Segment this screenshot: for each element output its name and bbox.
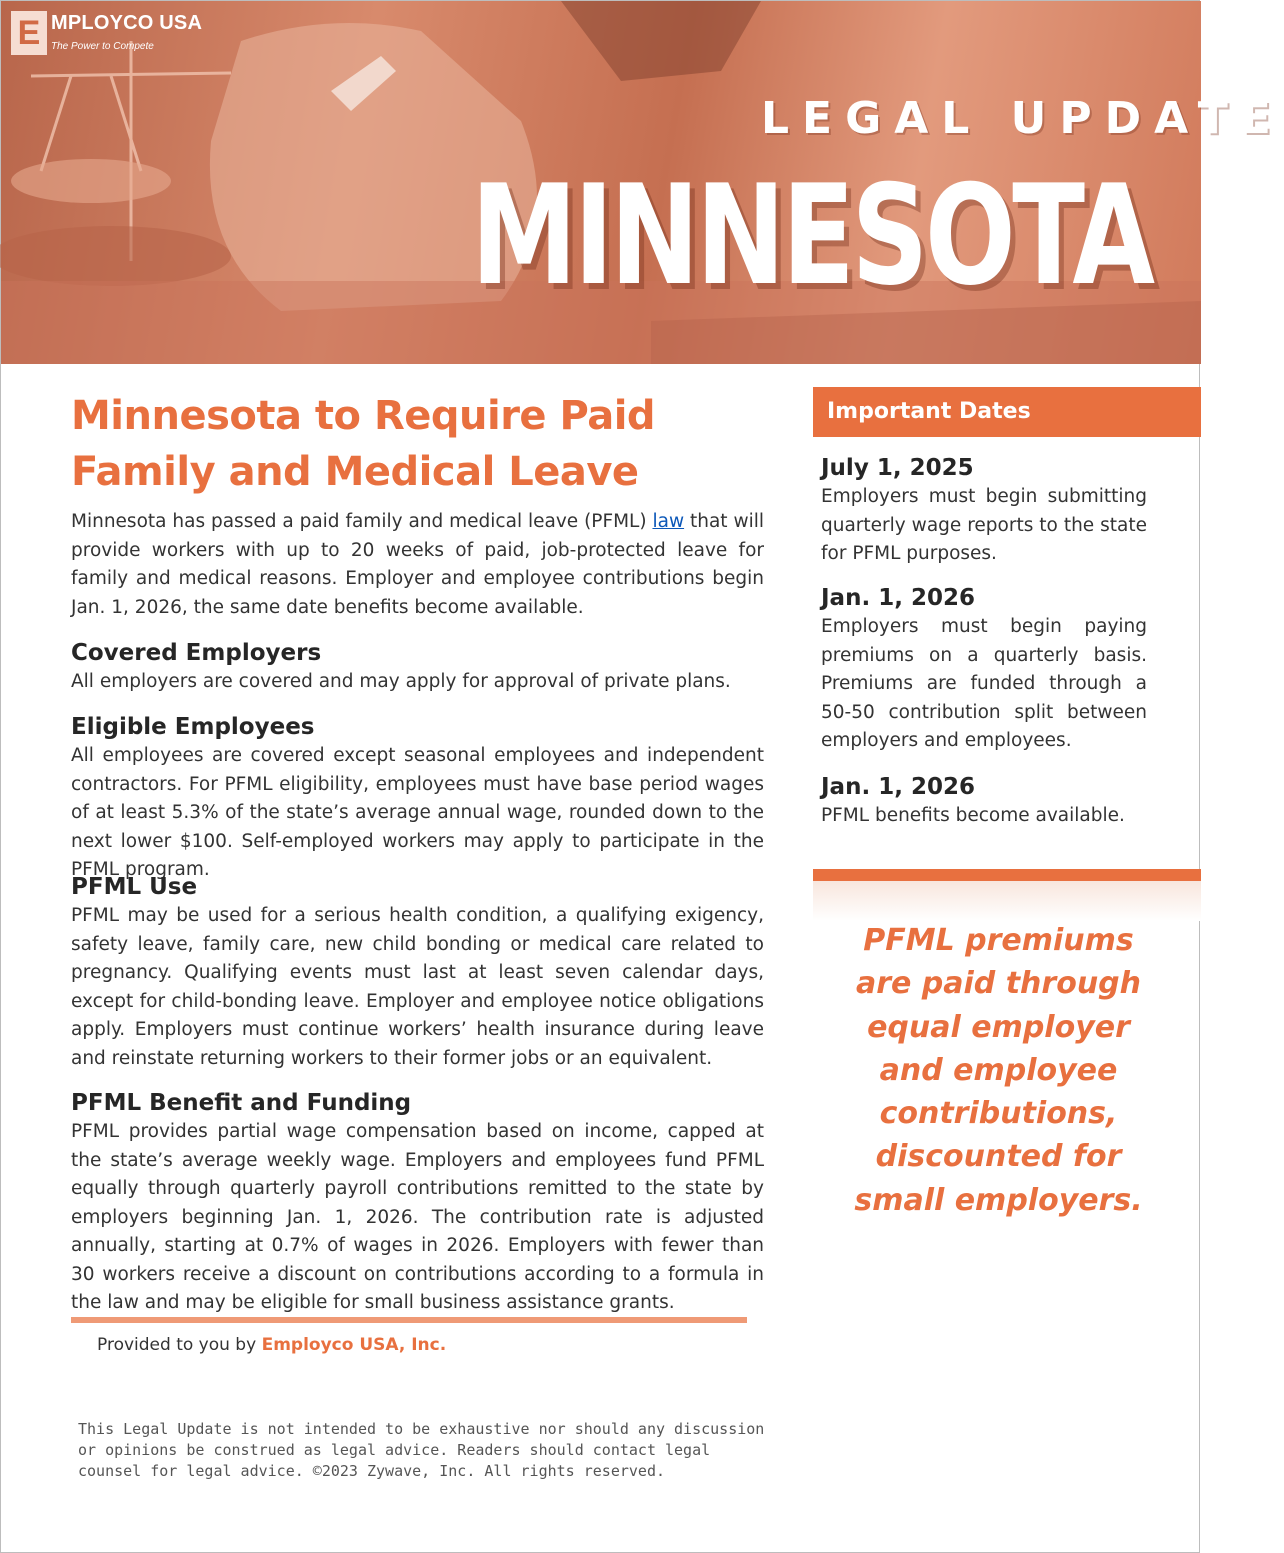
sidebar-divider <box>813 869 1201 881</box>
date-item <box>821 453 1147 569</box>
date-title: July 1, 2025 <box>821 455 974 481</box>
logo-tagline: The Power to Compete <box>51 41 154 52</box>
logo-name: MPLOYCO USA <box>51 12 203 34</box>
important-dates-header: Important Dates <box>813 387 1201 437</box>
provider-company: Employco USA, Inc. <box>261 1335 447 1355</box>
section-body: PFML provides partial wage compensation based on income, capped at the state’s average weekly wage. Employers and employees fund PFML equally through quarterly payroll contributions remitted to the state by employers beginning Jan. 1, 2026. The contribution rate is adjusted annually, starting at 0.7% of wages in 2026. Employers with fewer than 30 workers receive a discount on contributions according to a formula in the law and may be eligible for small business assistance grants. <box>71 1121 764 1313</box>
date-title: Jan. 1, 2026 <box>821 774 975 800</box>
section-body: All employees are covered except seasonal employees and independent contractors. For PFML eligibility, employees must have base period wages of at least 5.3% of the state’s average annual wage, rounded down to the next lower $100. Self-employed workers may apply to participate in the PFML program. <box>71 745 764 880</box>
section-body: PFML may be used for a serious health condition, a qualifying exigency, safety leave, family care, new child bonding or medical care related to pregnancy. Qualifying events must last at least seven calendar days, except for child-bonding leave. Employer and employee notice obligations apply. Employers must continue workers’ health insurance during leave and reinstate returning workers to their former jobs or an equivalent. <box>71 905 764 1069</box>
date-description: Employers must begin submitting quarterly wage reports to the state for PFML purposes. <box>821 486 1147 564</box>
date-description: Employers must begin paying premiums on a quarterly basis. Premiums are funded through a 50-50 contribution split between employers and employees. <box>821 616 1147 751</box>
section-body: All employers are covered and may apply for approval of private plans. <box>71 671 731 692</box>
article-intro <box>71 508 764 622</box>
logo-mark: E <box>11 11 47 55</box>
article-heading: Minnesota to Require Paid Family and Medical Leave <box>71 393 656 495</box>
provided-by <box>97 1335 446 1355</box>
date-item <box>821 583 1147 756</box>
section-title: Covered Employers <box>71 640 322 666</box>
section-covered-employers <box>71 638 764 697</box>
banner-kicker: LEGAL UPDATE <box>761 93 1284 144</box>
section-title: Eligible Employees <box>71 714 315 740</box>
footer-divider <box>71 1317 747 1323</box>
company-logo <box>11 11 202 55</box>
section-title: PFML Use <box>71 874 198 900</box>
section-pfml-use <box>71 872 764 1073</box>
date-item <box>821 772 1147 831</box>
section-benefit-funding <box>71 1088 764 1318</box>
provided-prefix: Provided to you by <box>97 1335 262 1355</box>
sidebar-divider-fade <box>813 881 1201 921</box>
section-eligible-employees <box>71 712 764 885</box>
law-link[interactable]: law <box>652 511 685 532</box>
pull-quote-callout: PFML premiums are paid through equal employer and employee contributions, discounted for small employers. <box>854 923 1143 1218</box>
section-title: PFML Benefit and Funding <box>71 1090 412 1116</box>
date-description: PFML benefits become available. <box>821 805 1125 826</box>
header-banner <box>1 1 1284 364</box>
legal-disclaimer: This Legal Update is not intended to be exhaustive nor should any discussion or opinions be construed as legal advice. Readers should contact legal counsel for legal advice. ©2023 Zywave, Inc. All rights reserved. <box>78 1420 765 1480</box>
banner-title: MINNESOTA <box>471 155 1152 316</box>
intro-text-start: Minnesota has passed a paid family and medical leave (PFML) <box>71 511 653 532</box>
date-title: Jan. 1, 2026 <box>821 585 975 611</box>
intro-text-end: that will provide workers with up to 20 weeks of paid, job-protected leave for family and medical reasons. Employer and employee contributions begin Jan. 1, 2026, the same date benefits become available. <box>71 511 764 618</box>
